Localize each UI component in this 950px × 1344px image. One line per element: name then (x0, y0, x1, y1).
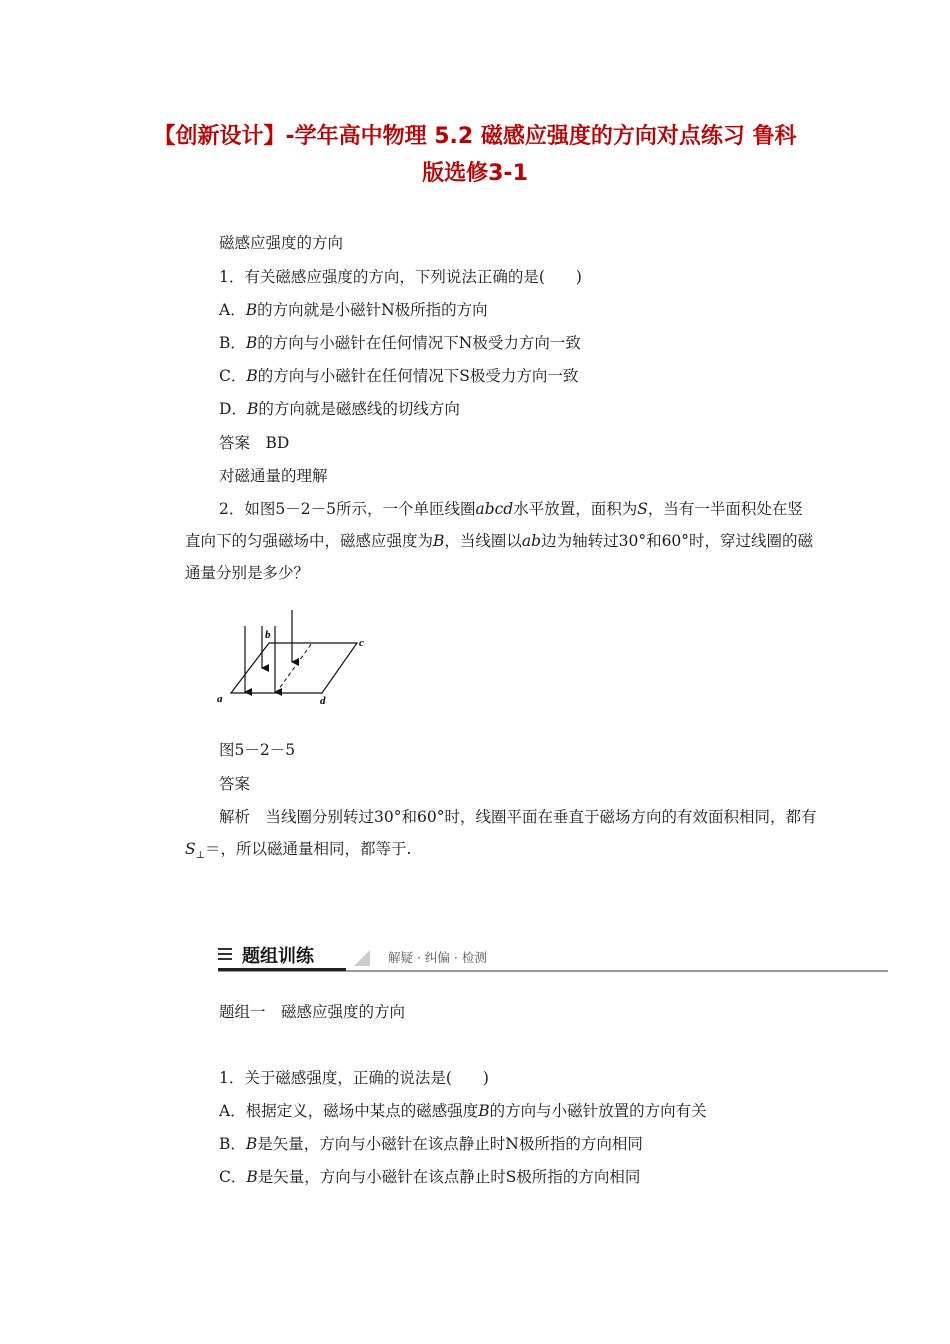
group1-option-c: C．B是矢量，方向与小磁针在该点静止时S极所指的方向相同 (219, 1168, 641, 1186)
option-d (219, 399, 460, 419)
option-c (219, 366, 578, 386)
practice-banner (218, 940, 888, 972)
analysis-2: 解析 当线圈分别转过30°和60°时，线圈平面在垂直于磁场方向的有效面积相同，都有$S_\perp=$，所以磁通量相同，都等于. (185, 808, 817, 862)
title-line-1: 【创新设计】-学年高中物理 5.2 磁感应强度的方向对点练习 鲁科 (153, 124, 797, 149)
dividing-line (276, 643, 312, 693)
option-label: D． (219, 400, 247, 418)
variable-b: B (246, 1168, 258, 1186)
variable-b: B (245, 301, 258, 319)
document-title (150, 118, 800, 192)
group1-heading: 题组一 磁感应强度的方向 (219, 1003, 406, 1021)
option-text: 的方向与小磁针在任何情况下N极受力方向一致 (257, 334, 581, 352)
variable-b: B (246, 367, 258, 385)
label-d: d (320, 695, 326, 707)
group1-option-b: B．B是矢量，方向与小磁针在该点静止时N极所指的方向相同 (219, 1135, 643, 1153)
coil-figure (214, 606, 374, 710)
option-text: 的方向就是磁感线的切线方向 (258, 400, 460, 418)
label-a: a (217, 693, 223, 705)
question-1: 1．有关磁感应强度的方向，下列说法正确的是( ) (219, 268, 582, 286)
variable-b: B (246, 400, 259, 418)
section2-heading: 对磁通量的理解 (219, 467, 328, 485)
section1-heading: 磁感应强度的方向 (219, 234, 344, 252)
answer-2: 答案 (219, 775, 251, 793)
option-label: B． (219, 334, 246, 352)
label-b: b (265, 629, 271, 641)
bars-icon (218, 948, 232, 963)
option-b (219, 333, 581, 353)
group1-question-1: 1．关于磁感强度，正确的说法是( ) (219, 1069, 489, 1087)
group1-option-a: A．根据定义，磁场中某点的磁感强度B的方向与小磁针放置的方向有关 (219, 1102, 707, 1120)
triangle-icon (354, 950, 370, 966)
option-label: C． (219, 367, 247, 385)
variable-b: B (478, 1102, 490, 1120)
option-text: 的方向就是小磁针N极所指的方向 (257, 301, 488, 319)
label-c: c (359, 637, 364, 649)
banner-title: 题组训练 (242, 946, 314, 967)
answer-1: 答案 BD (219, 434, 290, 452)
option-a (219, 300, 488, 320)
question-2: 2．如图5－2－5所示，一个单匝线圈abcd水平放置，面积为S，当有一半面积处在竖直向下的匀强磁场中，磁感应强度为B，当线圈以ab边为轴转过30°和60°时，穿过线圈的磁通量分别是多少？ (185, 500, 814, 582)
title-line-2: 版选修3-1 (422, 161, 528, 186)
banner-subtitle: 解疑 · 纠偏 · 检测 (388, 950, 487, 965)
option-label: A． (219, 301, 246, 319)
option-text: 的方向与小磁针在任何情况下S极受力方向一致 (257, 367, 579, 385)
variable-b: B (245, 1135, 258, 1153)
variable-b: B (245, 334, 258, 352)
figure-caption: 图5－2－5 (219, 741, 296, 759)
banner-underline (218, 968, 346, 971)
